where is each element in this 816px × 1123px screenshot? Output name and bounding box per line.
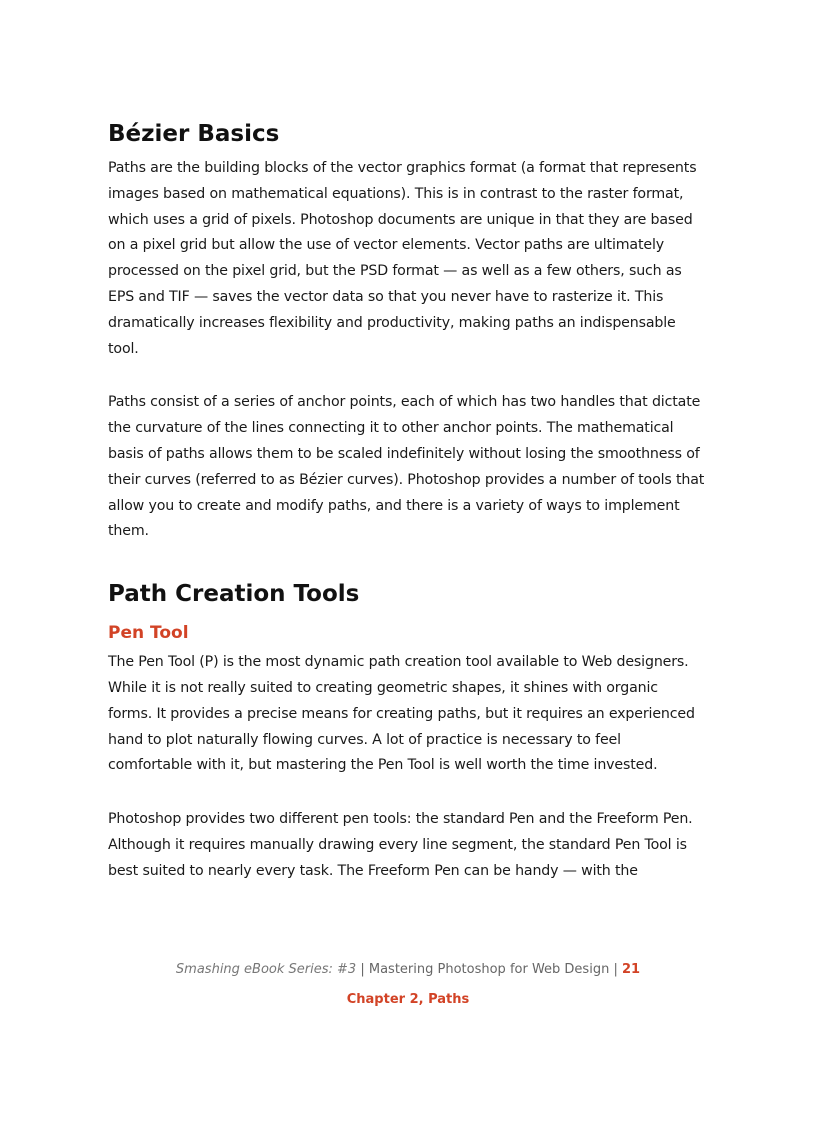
section-heading-path-creation-tools: Path Creation Tools: [108, 581, 360, 608]
text-line: dramatically increases flexibility and productivity, making paths an indispensable: [108, 314, 676, 331]
footer-series-title: Smashing eBook Series: #3: [175, 962, 357, 977]
paragraph-pen-2: [108, 807, 718, 884]
subheading-pen-tool: Pen Tool: [108, 623, 189, 644]
text-line: best suited to nearly every task. The Freeform Pen can be handy — with the: [108, 862, 638, 879]
text-line: hand to plot naturally flowing curves. A lot of practice is necessary to feel: [108, 731, 621, 748]
footer-book-title: Mastering Photoshop for Web Design: [368, 962, 610, 977]
text-line: allow you to create and modify paths, and there is a variety of ways to implement: [108, 497, 680, 514]
footer-chapter: Chapter 2, Paths: [346, 992, 470, 1007]
paragraph-spacer: [108, 362, 718, 390]
paragraph-pen-1: [108, 650, 718, 779]
paragraph-bezier-1: [108, 156, 718, 362]
text-line: comfortable with it, but mastering the Pen Tool is well worth the time invested.: [108, 757, 658, 774]
text-line: The Pen Tool (P) is the most dynamic path creation tool available to Web designers.: [108, 654, 689, 671]
text-line: EPS and TIF — saves the vector data so that you never have to rasterize it. This: [108, 288, 664, 305]
footer-separator: |: [360, 962, 365, 977]
text-line: Photoshop provides two different pen tools: the standard Pen and the Freeform Pen.: [108, 811, 693, 828]
text-line: forms. It provides a precise means for creating paths, but it requires an experienced: [108, 705, 695, 722]
text-line: Paths consist of a series of anchor points, each of which has two handles that dictate: [108, 394, 701, 411]
text-line: them.: [108, 523, 149, 540]
text-line: basis of paths allows them to be scaled indefinitely without losing the smoothness of: [108, 445, 700, 462]
text-line: Paths are the building blocks of the vector graphics format (a format that represents: [108, 160, 697, 176]
section-heading-bezier-basics: Bézier Basics: [108, 121, 280, 147]
text-line: the curvature of the lines connecting it to other anchor points. The mathematical: [108, 420, 674, 437]
footer-separator: |: [613, 962, 618, 977]
text-line: on a pixel grid but allow the use of vector elements. Vector paths are ultimately: [108, 237, 664, 254]
footer-page-number: 21: [621, 962, 641, 977]
text-line: processed on the pixel grid, but the PSD format — as well as a few others, such as: [108, 263, 682, 280]
paragraph-spacer: [108, 779, 718, 807]
text-line: which uses a grid of pixels. Photoshop documents are unique in that they are based: [108, 211, 693, 228]
page-content: [108, 118, 718, 885]
text-line: their curves (referred to as Bézier curves). Photoshop provides a number of tools that: [108, 471, 705, 488]
paragraph-bezier-2: [108, 390, 718, 545]
text-line: tool.: [108, 340, 139, 357]
page-footer: [0, 958, 816, 1012]
text-line: While it is not really suited to creating geometric shapes, it shines with organic: [108, 679, 658, 696]
text-line: Although it requires manually drawing every line segment, the standard Pen Tool is: [108, 836, 687, 853]
text-line: images based on mathematical equations). This is in contrast to the raster format,: [108, 185, 684, 202]
